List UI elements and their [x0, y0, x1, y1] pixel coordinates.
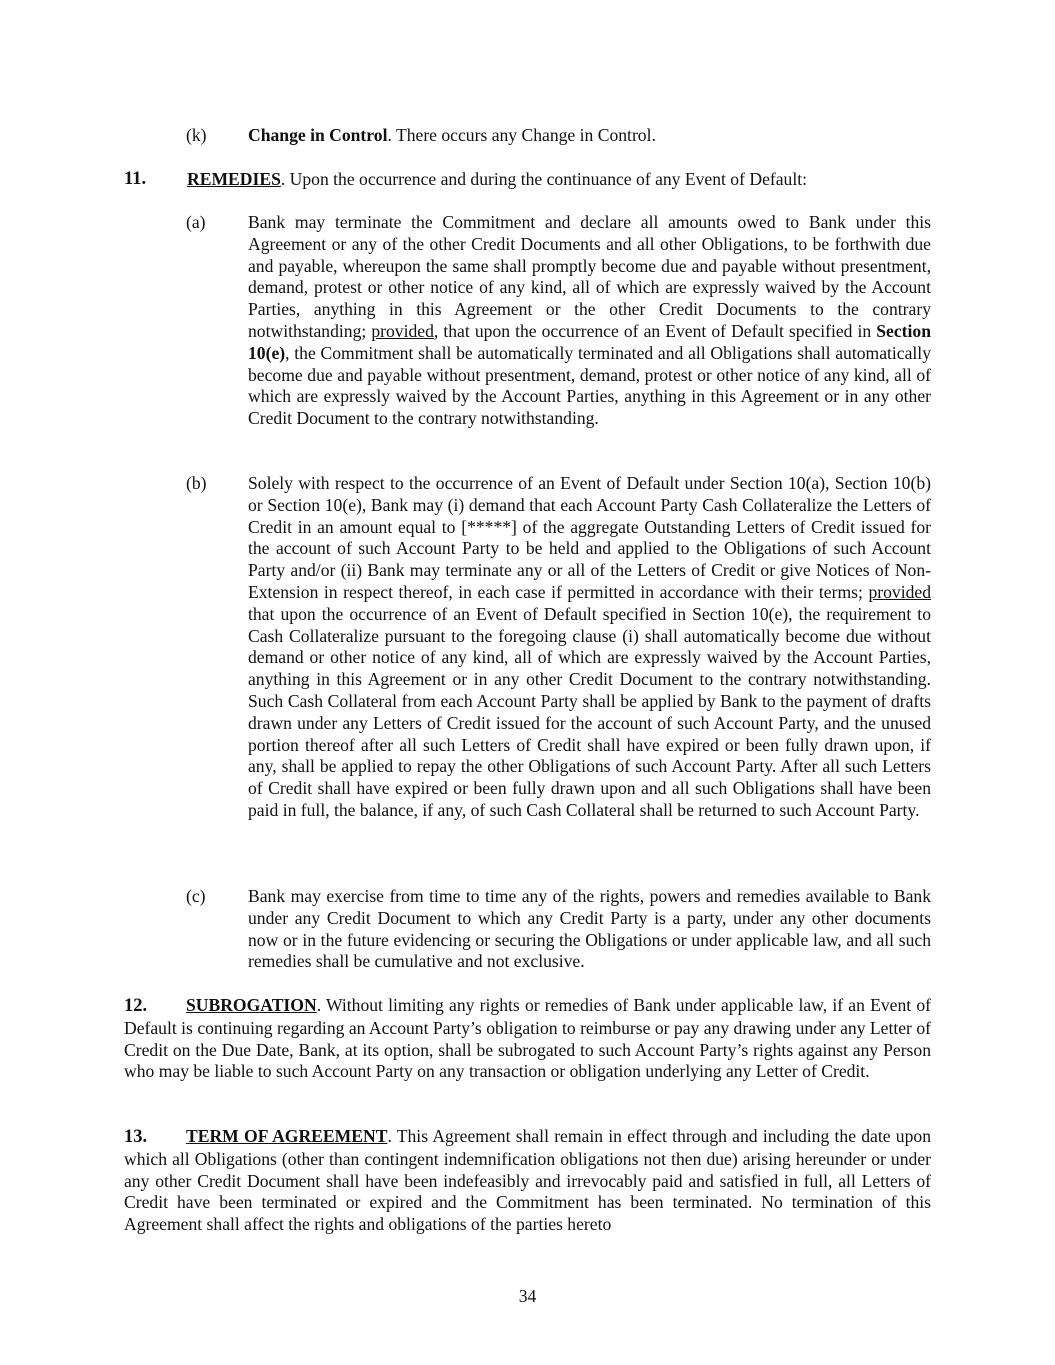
- item-k-paragraph: [248, 125, 931, 147]
- item-k-label: (k): [186, 125, 207, 145]
- section-13-heading: TERM OF AGREEMENT: [186, 1126, 388, 1146]
- section-11-a-text-2: , that upon the occurrence of an Event of Default specified in: [433, 320, 877, 341]
- section-11-b-provided: provided: [868, 581, 931, 602]
- section-11-b-label: (b): [186, 473, 207, 493]
- section-11-a-label: (a): [186, 212, 206, 232]
- section-12-text: . Without limiting any rights or remedies of Bank under applicable law, if an Event of Default is continuing regarding an Account Party’s obligation to reimburse or pay any drawing under any Letter of Credit on the Due Date, Bank, at its option, shall be subrogated to such Account Party’s rights against any Person who may be liable to such Account Party on any transaction or obligation underlying any Letter of Credit.: [124, 995, 931, 1082]
- section-11-b-paragraph: [248, 473, 931, 822]
- section-11-b-text-2: that upon the occurrence of an Event of Default specified in Section 10(e), the requirement to Cash Collateralize pursuant to the foregoing clause (i) shall automatically become due without demand or other notice of any kind, all of which are expressly waived by the Account Parties, anything in this Agreement or in any other Credit Document to the contrary notwithstanding. Such Cash Collateral from each Account Party shall be applied by Bank to the payment of drafts drawn under any Letters of Credit issued for the account of such Account Party, and the unused portion thereof after all such Letters of Credit shall have expired or been fully drawn upon, if any, shall be applied to repay the other Obligations of such Account Party. After all such Letters of Credit shall have expired or been fully drawn upon and all such Obligations shall have been paid in full, the balance, if any, of such Cash Collateral shall be returned to such Account Party.: [248, 603, 931, 820]
- section-11-c-paragraph: Bank may exercise from time to time any of the rights, powers and remedies available to Bank under any Credit Document to which any Credit Party is a party, under any other documents now or in the future evidencing or securing the Obligations or under applicable law, and all such remedies shall be cumulative and not exclusive.: [248, 886, 931, 972]
- section-12-heading: SUBROGATION: [186, 995, 317, 1015]
- section-11-heading: REMEDIES: [187, 169, 281, 189]
- section-11-a-text-1: Bank may terminate the Commitment and declare all amounts owed to Bank under this Agreement or any of the other Credit Documents and all other Obligations, to be forthwith due and payable, whereupon the same shall promptly become due and payable without presentment, demand, protest or other notice of any kind, all of which are expressly waived by the Account Parties, anything in this Agreement or the other Credit Documents to the contrary notwithstanding;: [248, 212, 931, 341]
- section-11-a-provided: provided: [371, 320, 434, 341]
- section-12-number: 12.: [124, 996, 148, 1016]
- section-11-intro: . Upon the occurrence and during the continuance of any Event of Default:: [280, 169, 808, 189]
- section-11-number: 11.: [124, 169, 147, 189]
- item-k-heading: Change in Control: [248, 125, 388, 145]
- section-13-text: . This Agreement shall remain in effect through and including the date upon which all Obligations (other than contingent indemnification obligations not then due) arising hereunder or under any other Credit Document shall have been indefeasibly and irrevocably paid and satisfied in full, all Letters of Credit have been terminated or expired and the Commitment has been terminated. No termination of this Agreement shall affect the rights and obligations of the parties hereto: [124, 1126, 931, 1235]
- page-number: 34: [518, 1286, 537, 1306]
- section-11-a-section-ref: Section 10(e): [248, 320, 931, 363]
- section-11-intro-paragraph: [187, 169, 947, 191]
- section-13-paragraph: [124, 1126, 931, 1236]
- section-11-a-paragraph: [248, 212, 931, 430]
- section-11-a-text-3: , the Commitment shall be automatically terminated and all Obligations shall automatically become due and payable without presentment, demand, protest or other notice of any kind, all of which are expressly waived by the Account Parties, anything in this Agreement or in any other Credit Document to the contrary notwithstanding.: [248, 342, 931, 429]
- section-11-c-label: (c): [186, 886, 206, 906]
- section-12-paragraph: [124, 995, 931, 1083]
- section-11-b-text-1: Solely with respect to the occurrence of an Event of Default under Section 10(a), Section 10(b) or Section 10(e), Bank may (i) demand that each Account Party Cash Collateralize the Letters of Credit in an amount equal to [*****] of the aggregate Outstanding Letters of Credit issued for the account of such Account Party to be held and applied to the Obligations of such Account Party and/or (ii) Bank may terminate any or all of the Letters of Credit or give Notices of Non-Extension in respect thereof, in each case if permitted in accordance with their terms;: [248, 473, 931, 602]
- section-13-number: 13.: [124, 1127, 148, 1147]
- item-k-text: . There occurs any Change in Control.: [387, 125, 656, 145]
